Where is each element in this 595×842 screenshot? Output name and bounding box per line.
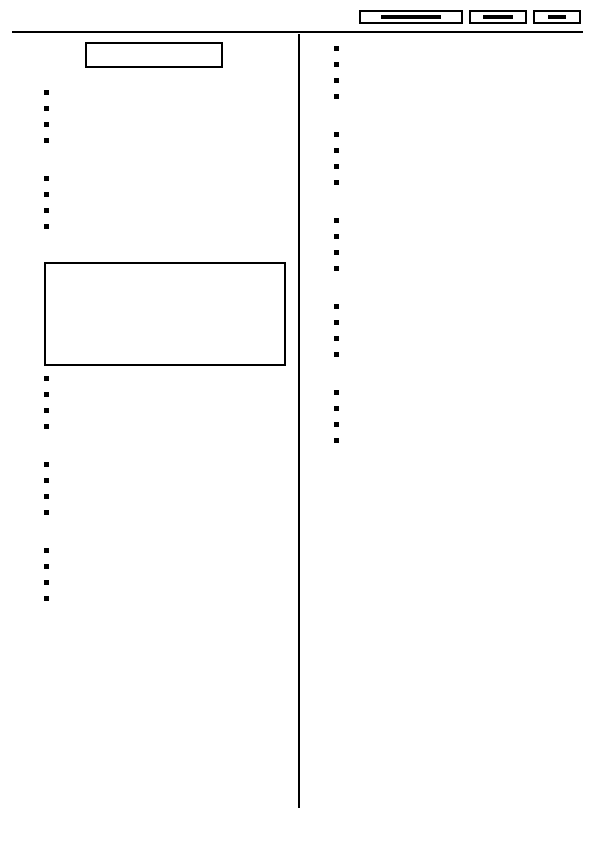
- answer-option[interactable]: [334, 58, 582, 74]
- answer-option[interactable]: [44, 458, 294, 474]
- answer-options: [334, 128, 582, 192]
- option-bullet-icon: [334, 336, 339, 341]
- answer-option[interactable]: [334, 90, 582, 106]
- answer-option[interactable]: [334, 160, 582, 176]
- answer-option[interactable]: [44, 118, 294, 134]
- answer-option[interactable]: [334, 418, 582, 434]
- answer-option[interactable]: [44, 102, 294, 118]
- question: [304, 300, 582, 364]
- answer-option[interactable]: [334, 386, 582, 402]
- answer-options: [44, 86, 294, 150]
- option-bullet-icon: [44, 408, 49, 413]
- question: [14, 544, 294, 608]
- answer-option[interactable]: [44, 404, 294, 420]
- answer-option[interactable]: [44, 86, 294, 102]
- right-column: [304, 42, 582, 472]
- answer-option[interactable]: [44, 134, 294, 150]
- answer-options: [44, 544, 294, 608]
- option-bullet-icon: [334, 320, 339, 325]
- header-box-type: [469, 10, 527, 24]
- header-box-subject: [359, 10, 463, 24]
- option-bullet-icon: [44, 564, 49, 569]
- answer-option[interactable]: [334, 316, 582, 332]
- answer-option[interactable]: [44, 388, 294, 404]
- option-bullet-icon: [334, 438, 339, 443]
- answer-options: [44, 458, 294, 522]
- answer-option[interactable]: [334, 176, 582, 192]
- option-bullet-icon: [44, 494, 49, 499]
- option-bullet-icon: [334, 266, 339, 271]
- question: [14, 258, 294, 436]
- question: [14, 458, 294, 522]
- option-bullet-icon: [334, 180, 339, 185]
- option-bullet-icon: [334, 148, 339, 153]
- option-bullet-icon: [44, 462, 49, 467]
- answer-option[interactable]: [334, 348, 582, 364]
- answer-option[interactable]: [334, 214, 582, 230]
- option-bullet-icon: [334, 422, 339, 427]
- answer-option[interactable]: [44, 592, 294, 608]
- option-bullet-icon: [44, 510, 49, 515]
- answer-option[interactable]: [334, 42, 582, 58]
- option-bullet-icon: [44, 176, 49, 181]
- option-bullet-icon: [44, 192, 49, 197]
- page-header: [359, 10, 581, 24]
- right-question-list: [304, 42, 582, 450]
- answer-option[interactable]: [334, 332, 582, 348]
- answer-option[interactable]: [334, 262, 582, 278]
- answer-option[interactable]: [334, 300, 582, 316]
- option-bullet-icon: [44, 478, 49, 483]
- option-bullet-icon: [334, 352, 339, 357]
- answer-option[interactable]: [334, 128, 582, 144]
- answer-option[interactable]: [44, 490, 294, 506]
- answer-option[interactable]: [334, 402, 582, 418]
- question: [304, 214, 582, 278]
- answer-option[interactable]: [44, 474, 294, 490]
- header-rule: [12, 31, 583, 33]
- answer-option[interactable]: [44, 420, 294, 436]
- question: [304, 42, 582, 106]
- option-bullet-icon: [44, 90, 49, 95]
- left-question-list: [14, 86, 294, 608]
- option-bullet-icon: [44, 424, 49, 429]
- answer-option[interactable]: [334, 74, 582, 90]
- answer-option[interactable]: [44, 544, 294, 560]
- question: [304, 128, 582, 192]
- option-bullet-icon: [334, 62, 339, 67]
- exam-title: [85, 42, 223, 68]
- answer-option[interactable]: [334, 434, 582, 450]
- answer-options: [334, 214, 582, 278]
- option-bullet-icon: [334, 94, 339, 99]
- option-bullet-icon: [44, 224, 49, 229]
- reading-passage-box: [44, 262, 286, 366]
- option-bullet-icon: [44, 548, 49, 553]
- option-bullet-icon: [44, 376, 49, 381]
- left-column: [14, 42, 294, 630]
- header-box-page-text: [548, 15, 566, 19]
- answer-options: [44, 172, 294, 236]
- header-box-subject-text: [381, 15, 441, 19]
- answer-options: [334, 42, 582, 106]
- option-bullet-icon: [334, 78, 339, 83]
- option-bullet-icon: [334, 406, 339, 411]
- question: [14, 172, 294, 236]
- header-box-type-text: [483, 15, 513, 19]
- question: [14, 86, 294, 150]
- answer-option[interactable]: [44, 188, 294, 204]
- answer-option[interactable]: [44, 172, 294, 188]
- option-bullet-icon: [44, 122, 49, 127]
- option-bullet-icon: [334, 390, 339, 395]
- question: [304, 386, 582, 450]
- answer-option[interactable]: [44, 372, 294, 388]
- column-divider: [298, 34, 300, 808]
- option-bullet-icon: [334, 46, 339, 51]
- option-bullet-icon: [44, 392, 49, 397]
- answer-option[interactable]: [334, 144, 582, 160]
- option-bullet-icon: [334, 304, 339, 309]
- answer-option[interactable]: [334, 246, 582, 262]
- answer-option[interactable]: [44, 560, 294, 576]
- option-bullet-icon: [334, 218, 339, 223]
- option-bullet-icon: [44, 208, 49, 213]
- answer-option[interactable]: [44, 576, 294, 592]
- answer-option[interactable]: [44, 204, 294, 220]
- option-bullet-icon: [44, 596, 49, 601]
- option-bullet-icon: [44, 138, 49, 143]
- option-bullet-icon: [44, 106, 49, 111]
- answer-option[interactable]: [44, 220, 294, 236]
- option-bullet-icon: [44, 580, 49, 585]
- answer-option[interactable]: [44, 506, 294, 522]
- answer-options: [334, 386, 582, 450]
- header-box-page: [533, 10, 581, 24]
- option-bullet-icon: [334, 250, 339, 255]
- option-bullet-icon: [334, 164, 339, 169]
- answer-option[interactable]: [334, 230, 582, 246]
- answer-options: [44, 372, 294, 436]
- answer-options: [334, 300, 582, 364]
- option-bullet-icon: [334, 234, 339, 239]
- option-bullet-icon: [334, 132, 339, 137]
